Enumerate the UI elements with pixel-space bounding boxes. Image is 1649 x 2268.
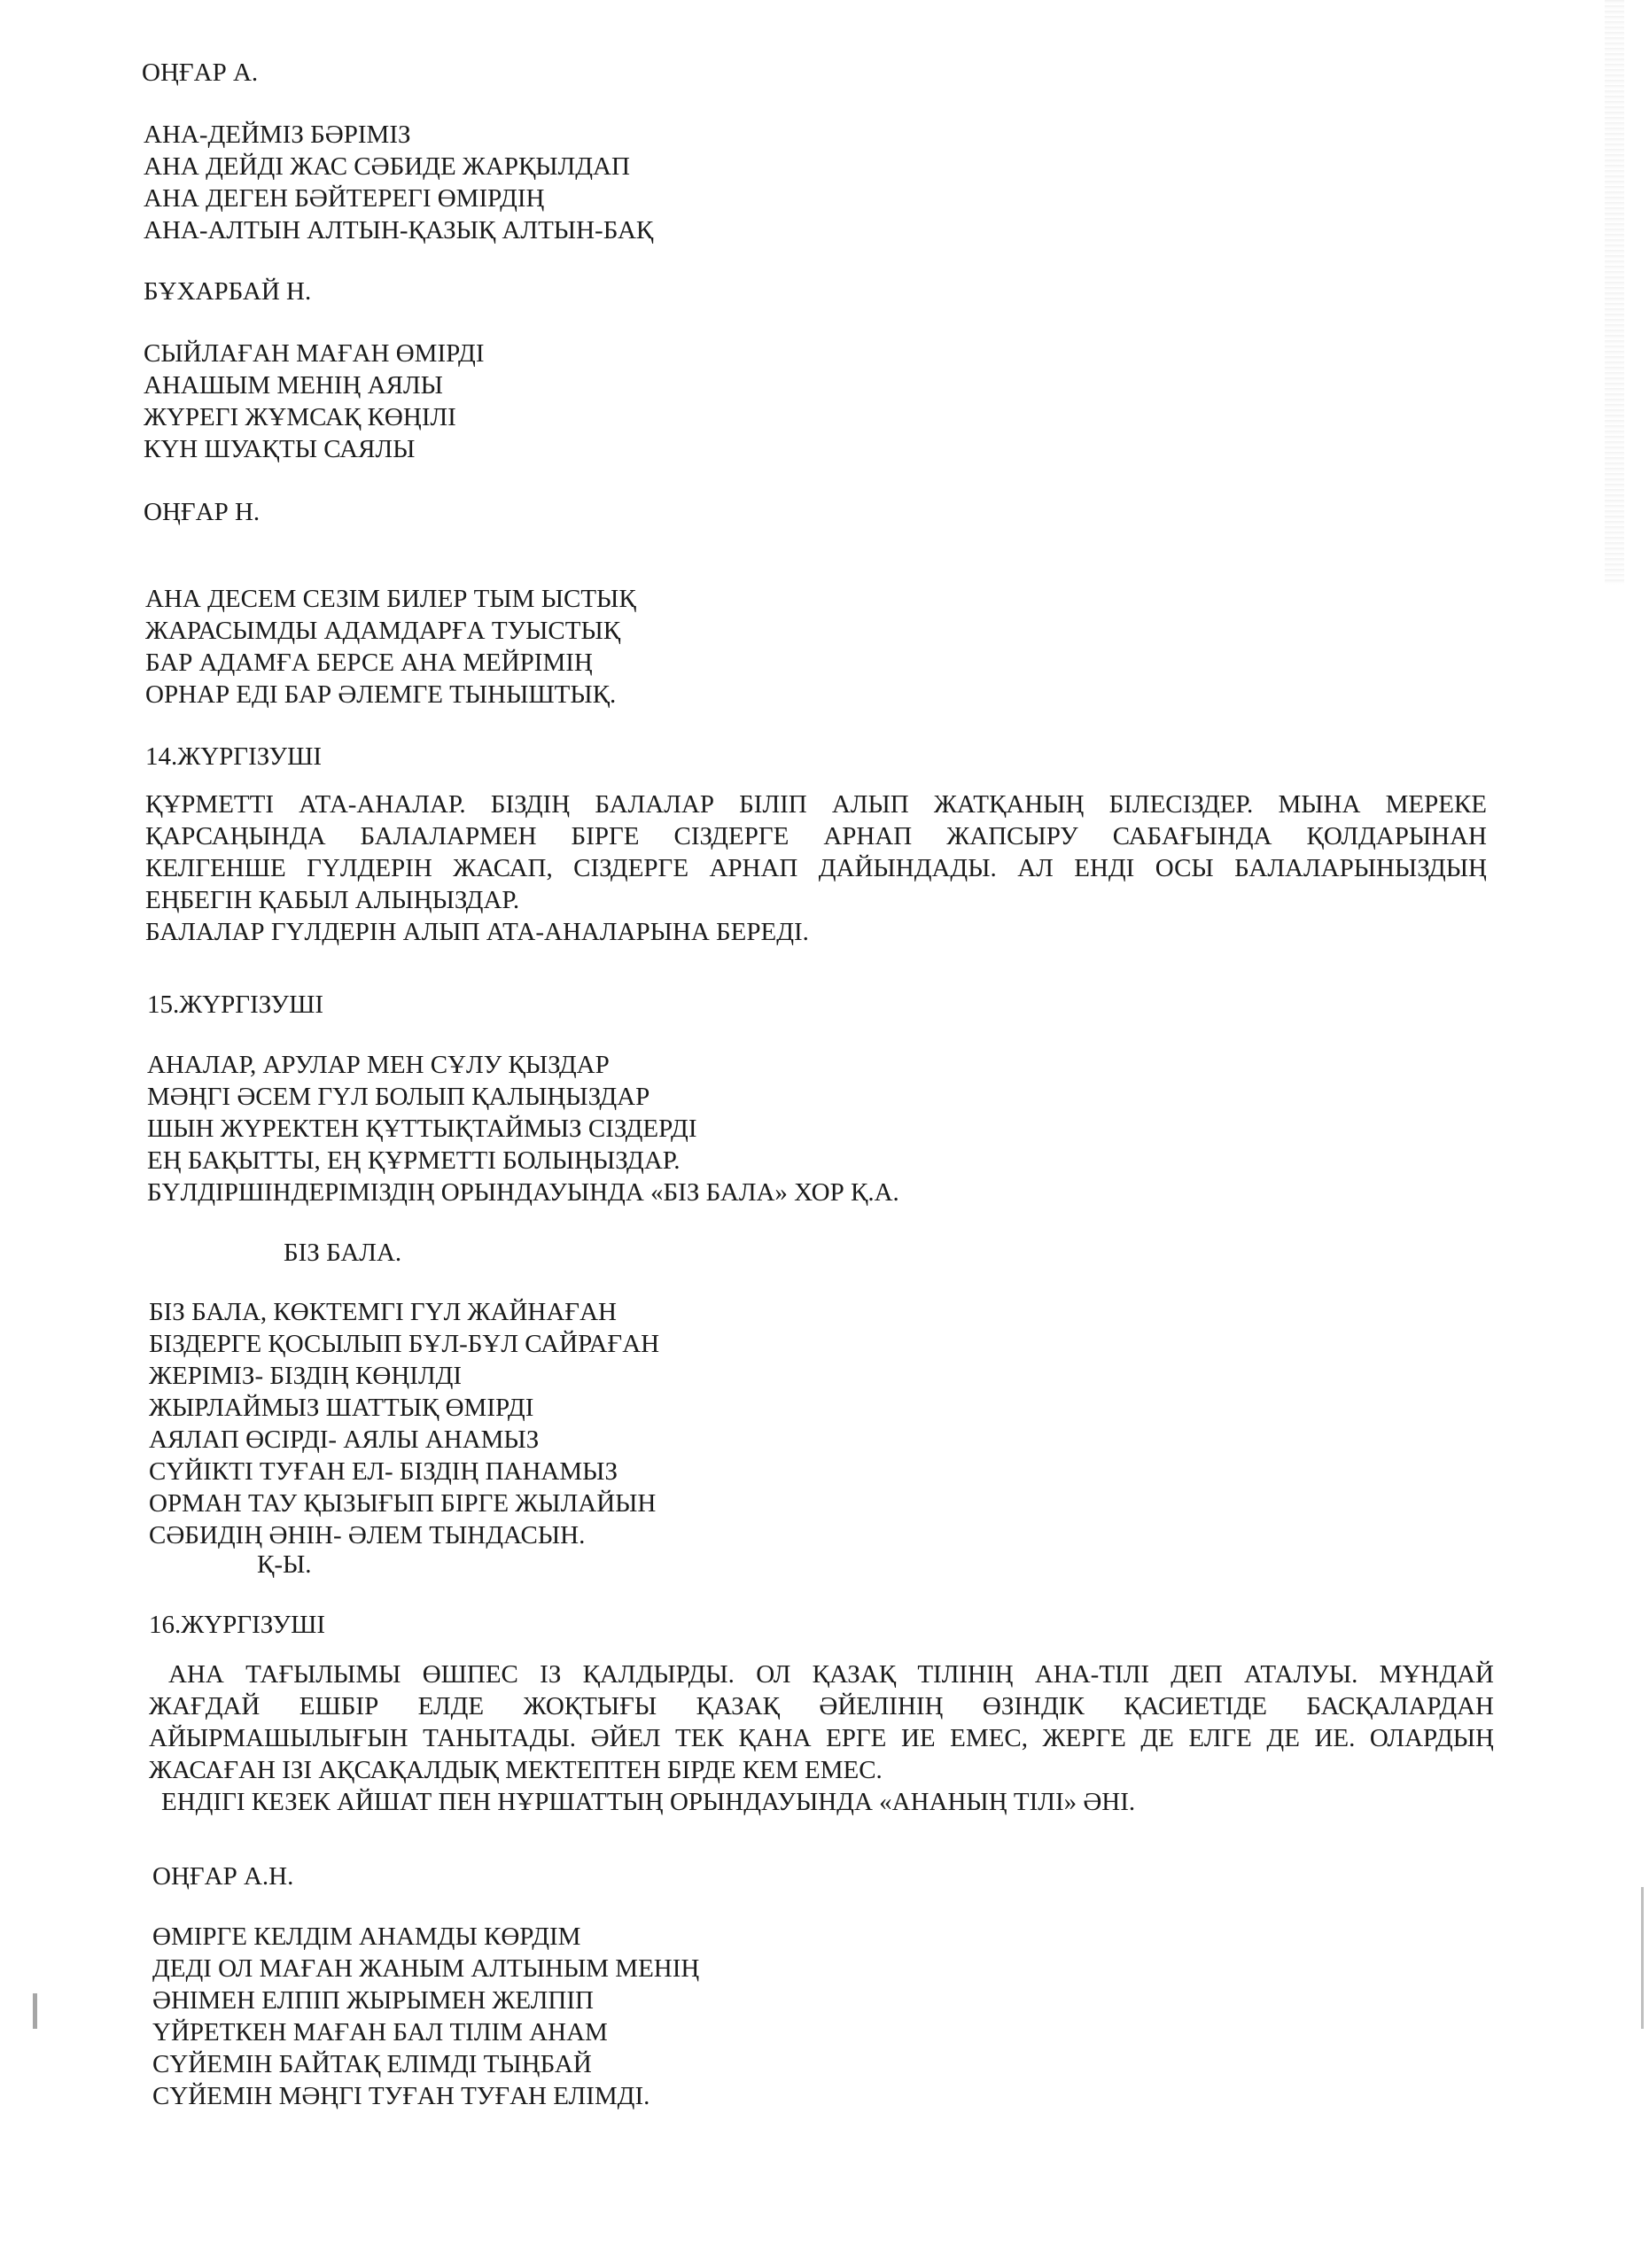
- scan-edge-line: [1641, 1887, 1644, 2029]
- lyric-line: БІЗ БАЛА, КӨКТЕМГІ ГҮЛ ЖАЙНАҒАН: [149, 1298, 617, 1326]
- lyric-line: ЖЫРЛАЙМЫЗ ШАТТЫҚ ӨМІРДІ: [149, 1394, 534, 1422]
- poem-line: ҮЙРЕТКЕН МАҒАН БАЛ ТІЛІМ АНАМ: [152, 2018, 608, 2047]
- poem-line: БҮЛДІРШІНДЕРІМІЗДІҢ ОРЫНДАУЫНДА «БІЗ БАЛА» ХОР Қ.А.: [147, 1178, 899, 1207]
- poem-stanza-8: [152, 1921, 699, 2112]
- heading-presenter-15: [147, 989, 323, 1021]
- heading-presenter-16: [149, 1609, 325, 1641]
- poem-line: АНА ДЕСЕМ СЕЗІМ БИЛЕР ТЫМ ЫСТЫҚ: [145, 585, 636, 613]
- stage-note: БАЛАЛАР ГҮЛДЕРІН АЛЫП АТА-АНАЛАРЫНА БЕРЕДІ.: [145, 918, 809, 946]
- refrain-mark: Қ-Ы.: [257, 1550, 312, 1579]
- poem-stanza-2: [144, 338, 485, 465]
- author-bukharbai-n: [144, 276, 311, 307]
- poem-line: АНА ДЕГЕН БӘЙТЕРЕГІ ӨМІРДІҢ: [144, 184, 545, 213]
- paragraph-line: ҚАРСАҢЫНДА БАЛАЛАРМЕН БІРГЕ СІЗДЕРГЕ АРНАП ЖАПСЫРУ САБАҒЫНДА ҚОЛДАРЫНАН: [145, 822, 1487, 850]
- poem-line: СҮЙЕМІН БАЙТАҚ ЕЛІМДІ ТЫҢБАЙ: [152, 2050, 592, 2078]
- scan-margin-mark: [33, 1993, 37, 2029]
- poem-line: ОРНАР ЕДІ БАР ӘЛЕМГЕ ТЫНЫШТЫҚ.: [145, 680, 617, 709]
- scan-edge-noise: [1605, 0, 1624, 585]
- poem-line: ӨМІРГЕ КЕЛДІМ АНАМДЫ КӨРДІМ: [152, 1922, 581, 1951]
- poem-line: АНА-ДЕЙМІЗ БӘРІМІЗ: [144, 120, 411, 149]
- author-ongar-a: [142, 57, 258, 89]
- poem-stanza-1: [144, 119, 653, 246]
- paragraph-line: АЙЫРМАШЫЛЫҒЫН ТАНЫТАДЫ. ӘЙЕЛ ТЕК ҚАНА ЕРГЕ ИЕ ЕМЕС, ЖЕРГЕ ДЕ ЕЛГЕ ДЕ ИЕ. ОЛАРДЫҢ: [149, 1724, 1494, 1752]
- section-heading: 16.ЖҮРГІЗУШІ: [149, 1611, 325, 1639]
- author-name: ОҢҒАР А.: [142, 58, 259, 87]
- section-heading: 14.ЖҮРГІЗУШІ: [145, 742, 322, 771]
- poem-line: СҮЙЕМІН МӘҢГІ ТУҒАН ТУҒАН ЕЛІМДІ.: [152, 2082, 650, 2110]
- poem-line: ЖҮРЕГІ ЖҰМСАҚ КӨҢІЛІ: [144, 403, 456, 431]
- lyric-line: СҮЙІКТІ ТУҒАН ЕЛ- БІЗДІҢ ПАНАМЫЗ: [149, 1457, 618, 1486]
- poem-stanza-3: [145, 583, 636, 711]
- poem-line: МӘҢГІ ӘСЕМ ГҮЛ БОЛЫП ҚАЛЫҢЫЗДАР: [147, 1083, 650, 1111]
- poem-line: СЫЙЛАҒАН МАҒАН ӨМІРДІ: [144, 339, 485, 368]
- poem-line: АНА-АЛТЫН АЛТЫН-ҚАЗЫҚ АЛТЫН-БАҚ: [144, 216, 654, 245]
- stage-note: ЕНДІГІ КЕЗЕК АЙШАТ ПЕН НҰРШАТТЫҢ ОРЫНДАУЫНДА «АНАНЫҢ ТІЛІ» ӘНІ.: [161, 1788, 1136, 1816]
- paragraph-presenter-16: [149, 1658, 1494, 1818]
- poem-line: ЕҢ БАҚЫТТЫ, ЕҢ ҚҰРМЕТТІ БОЛЫҢЫЗДАР.: [147, 1146, 681, 1175]
- song-refrain: [257, 1549, 312, 1581]
- lyric-line: ОРМАН ТАУ ҚЫЗЫҒЫП БІРГЕ ЖЫЛАЙЫН: [149, 1489, 657, 1518]
- author-name: ОҢҒАР А.Н.: [152, 1862, 294, 1891]
- lyric-line: СӘБИДІҢ ӘНІН- ӘЛЕМ ТЫНДАСЫН.: [149, 1521, 586, 1550]
- song-title: [284, 1237, 401, 1269]
- author-name: ОҢҒАР Н.: [144, 498, 261, 526]
- paragraph-line: ЖАҒДАЙ ЕШБІР ЕЛДЕ ЖОҚТЫҒЫ ҚАЗАҚ ӘЙЕЛІНІҢ ӨЗІНДІК ҚАСИЕТІДЕ БАСҚАЛАРДАН: [149, 1692, 1494, 1720]
- poem-line: АНАЛАР, АРУЛАР МЕН СҰЛУ ҚЫЗДАР: [147, 1051, 610, 1079]
- lyric-line: АЯЛАП ӨСІРДІ- АЯЛЫ АНАМЫЗ: [149, 1425, 540, 1454]
- author-ongar-an: [152, 1860, 293, 1892]
- heading-presenter-14: [145, 741, 322, 773]
- paragraph-line: ЕҢБЕГІН ҚАБЫЛ АЛЫҢЫЗДАР.: [145, 886, 520, 914]
- author-ongar-n: [144, 496, 260, 528]
- poem-line: АНА ДЕЙДІ ЖАС СӘБИДЕ ЖАРҚЫЛДАП: [144, 152, 630, 181]
- poem-line: КҮН ШУАҚТЫ САЯЛЫ: [144, 435, 416, 463]
- lyric-line: БІЗДЕРГЕ ҚОСЫЛЫП БҰЛ-БҰЛ САЙРАҒАН: [149, 1330, 660, 1358]
- poem-line: АНАШЫМ МЕНІҢ АЯЛЫ: [144, 371, 443, 400]
- poem-line: ЖАРАСЫМДЫ АДАМДАРҒА ТУЫСТЫҚ: [145, 617, 621, 645]
- poem-line: ШЫН ЖҮРЕКТЕН ҚҰТТЫҚТАЙМЫЗ СІЗДЕРДІ: [147, 1115, 697, 1143]
- paragraph-line: КЕЛГЕНШЕ ГҮЛДЕРІН ЖАСАП, СІЗДЕРГЕ АРНАП ДАЙЫНДАДЫ. АЛ ЕНДІ ОСЫ БАЛАЛАРЫНЫЗДЫҢ: [145, 854, 1487, 882]
- paragraph-line: ЖАСАҒАН ІЗІ АҚСАҚАЛДЫҚ МЕКТЕПТЕН БІРДЕ КЕМ ЕМЕС.: [149, 1756, 883, 1784]
- poem-line: БАР АДАМҒА БЕРСЕ АНА МЕЙРІМІҢ: [145, 649, 593, 677]
- paragraph-line: АНА ТАҒЫЛЫМЫ ӨШПЕС ІЗ ҚАЛДЫРДЫ. ОЛ ҚАЗАҚ ТІЛІНІҢ АНА-ТІЛІ ДЕП АТАЛУЫ. МҰНДАЙ: [168, 1660, 1494, 1689]
- section-heading: 15.ЖҮРГІЗУШІ: [147, 990, 323, 1019]
- paragraph-presenter-14: [145, 788, 1487, 948]
- author-name: БҰХАРБАЙ Н.: [144, 277, 312, 306]
- poem-line: ӘНІМЕН ЕЛПІП ЖЫРЫМЕН ЖЕЛПІП: [152, 1986, 594, 2015]
- lyric-line: ЖЕРІМІЗ- БІЗДІҢ КӨҢІЛДІ: [149, 1362, 463, 1390]
- song-lyrics: [149, 1296, 659, 1551]
- song-title-text: БІЗ БАЛА.: [284, 1239, 402, 1267]
- poem-line: ДЕДІ ОЛ МАҒАН ЖАНЫМ АЛТЫНЫМ МЕНІҢ: [152, 1954, 700, 1983]
- poem-stanza-5: [147, 1049, 899, 1208]
- paragraph-line: ҚҰРМЕТТІ АТА-АНАЛАР. БІЗДІҢ БАЛАЛАР БІЛІП АЛЫП ЖАТҚАНЫҢ БІЛЕСІЗДЕР. МЫНА МЕРЕКЕ: [145, 790, 1487, 819]
